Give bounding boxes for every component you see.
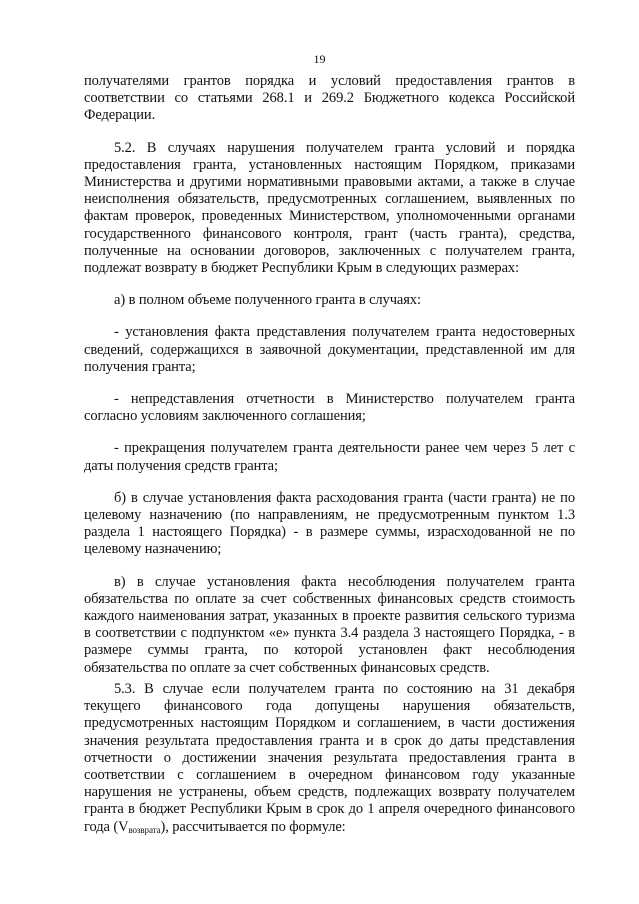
item-a-bullet-3: - прекращения получателем гранта деятельности ранее чем через 5 лет с даты получения средств гранта; [84, 440, 575, 474]
page-number: 19 [313, 52, 326, 66]
paragraph-continuation: получателями грантов порядка и условий предоставления грантов в соответствии со статьями 268.1 и 269.2 Бюджетного кодекса Российской Федерации. [84, 73, 575, 124]
item-a: а) в полном объеме полученного гранта в случаях: [114, 292, 421, 309]
document-body [84, 73, 575, 851]
item-v: в) в случае установления факта несоблюдения получателем гранта обязательства по оплате за счет собственных финансовых средств стоимость каждого наименования затрат, указанных в проекте развития сельского туризма в соответствии с подпунктом «е» пункта 3.4 раздела 3 настоящего Порядка, - в размере суммы гранта, по которой установлен факт несоблюдения обязательства по оплате за счет собственных финансовых средств. [84, 573, 575, 676]
item-b: б) в случае установления факта расходования гранта (части гранта) не по целевому назначению (по направлениям, не предусмотренным пунктом 1.3 раздела 1 настоящего Порядка) - в размере суммы, израсходованной не по целевому назначению; [84, 489, 575, 558]
formula-subscript: возврата [128, 824, 161, 835]
item-a-bullet-1: - установления факта представления получателем гранта недостоверных сведений, содержащихся в заявочной документации, представленной им для получения гранта; [84, 324, 575, 375]
paragraph-5-2: 5.2. В случаях нарушения получателем гранта условий и порядка предоставления гранта, установленных настоящим Порядком, приказами Министерства и другими нормативными правовыми актами, а также в случае неисполнения обязательств, предусмотренных соглашением, выявленных по фактам проверок, проведенных Министерством, уполномоченными органами государственного финансового контроля, грант (часть гранта), средства, полученные на основании договоров, заключенных с получателем гранта, подлежат возврату в бюджет Республики Крым в следующих размерах: [84, 139, 575, 277]
paragraph-5-3-text: 5.3. В случае если получателем гранта по состоянию на 31 декабря текущего финансового года допущены нарушения обязательств, предусмотренных настоящим Порядком и соглашением, в части достижения значения результата предоставления гранта и в срок до даты представления отчетности о достижении значения результата предоставления гранта в соответствии с соглашением в очередном финансовом году указанные нарушения не устранены, объем средств, подлежащих возврату получателем гранта в бюджет Республики Крым в срок до 1 апреля очередного финансового года (V [84, 680, 575, 835]
item-a-bullet-2: - непредставления отчетности в Министерство получателем гранта согласно условиям заключенного соглашения; [84, 391, 575, 425]
paragraph-5-3 [84, 681, 575, 836]
formula-tail: ), рассчитывается по формуле: [160, 818, 346, 835]
